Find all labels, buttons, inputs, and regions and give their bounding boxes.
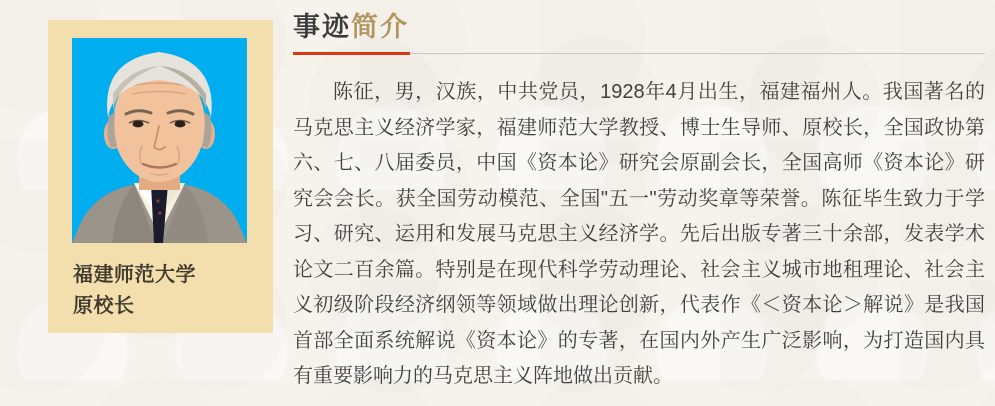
profile-caption	[73, 260, 196, 322]
section-divider	[293, 52, 985, 55]
biography-section	[293, 10, 985, 395]
biography-text: 陈征，男，汉族，中共党员，1928年4月出生，福建福州人。我国著名的马克思主义经济学家，福建师范大学教授、博士生导师、原校长，全国政协第六、七、八届委员，中国《资本论》研究会原副会长，全国高师《资本论》研究会会长。获全国劳动模范、全国"五一"劳动奖章等荣誉。陈征毕生致力于学习、研究、运用和发展马克思主义经济学。先后出版专著三十余部，发表学术论文二百余篇。特别是在现代科学劳动理论、社会主义城市地租理论、社会主义初级阶段经济纲领等领域做出理论创新，代表作《＜资本论＞解说》是我国首部全面系统解说《资本论》的专著，在国内外产生广泛影响，为打造国内具有重要影响力的马克思主义阵地做出贡献。	[293, 81, 985, 387]
section-title-primary: 事迹	[293, 12, 351, 42]
divider-red-bar	[293, 52, 410, 55]
portrait-photo	[72, 38, 247, 243]
profile-card	[48, 20, 273, 333]
profile-caption-line1: 福建师范大学	[73, 264, 196, 286]
profile-caption-line2: 原校长	[73, 295, 135, 317]
section-title-secondary: 简介	[351, 12, 409, 42]
divider-thin-line	[410, 53, 985, 54]
section-title	[293, 10, 985, 44]
